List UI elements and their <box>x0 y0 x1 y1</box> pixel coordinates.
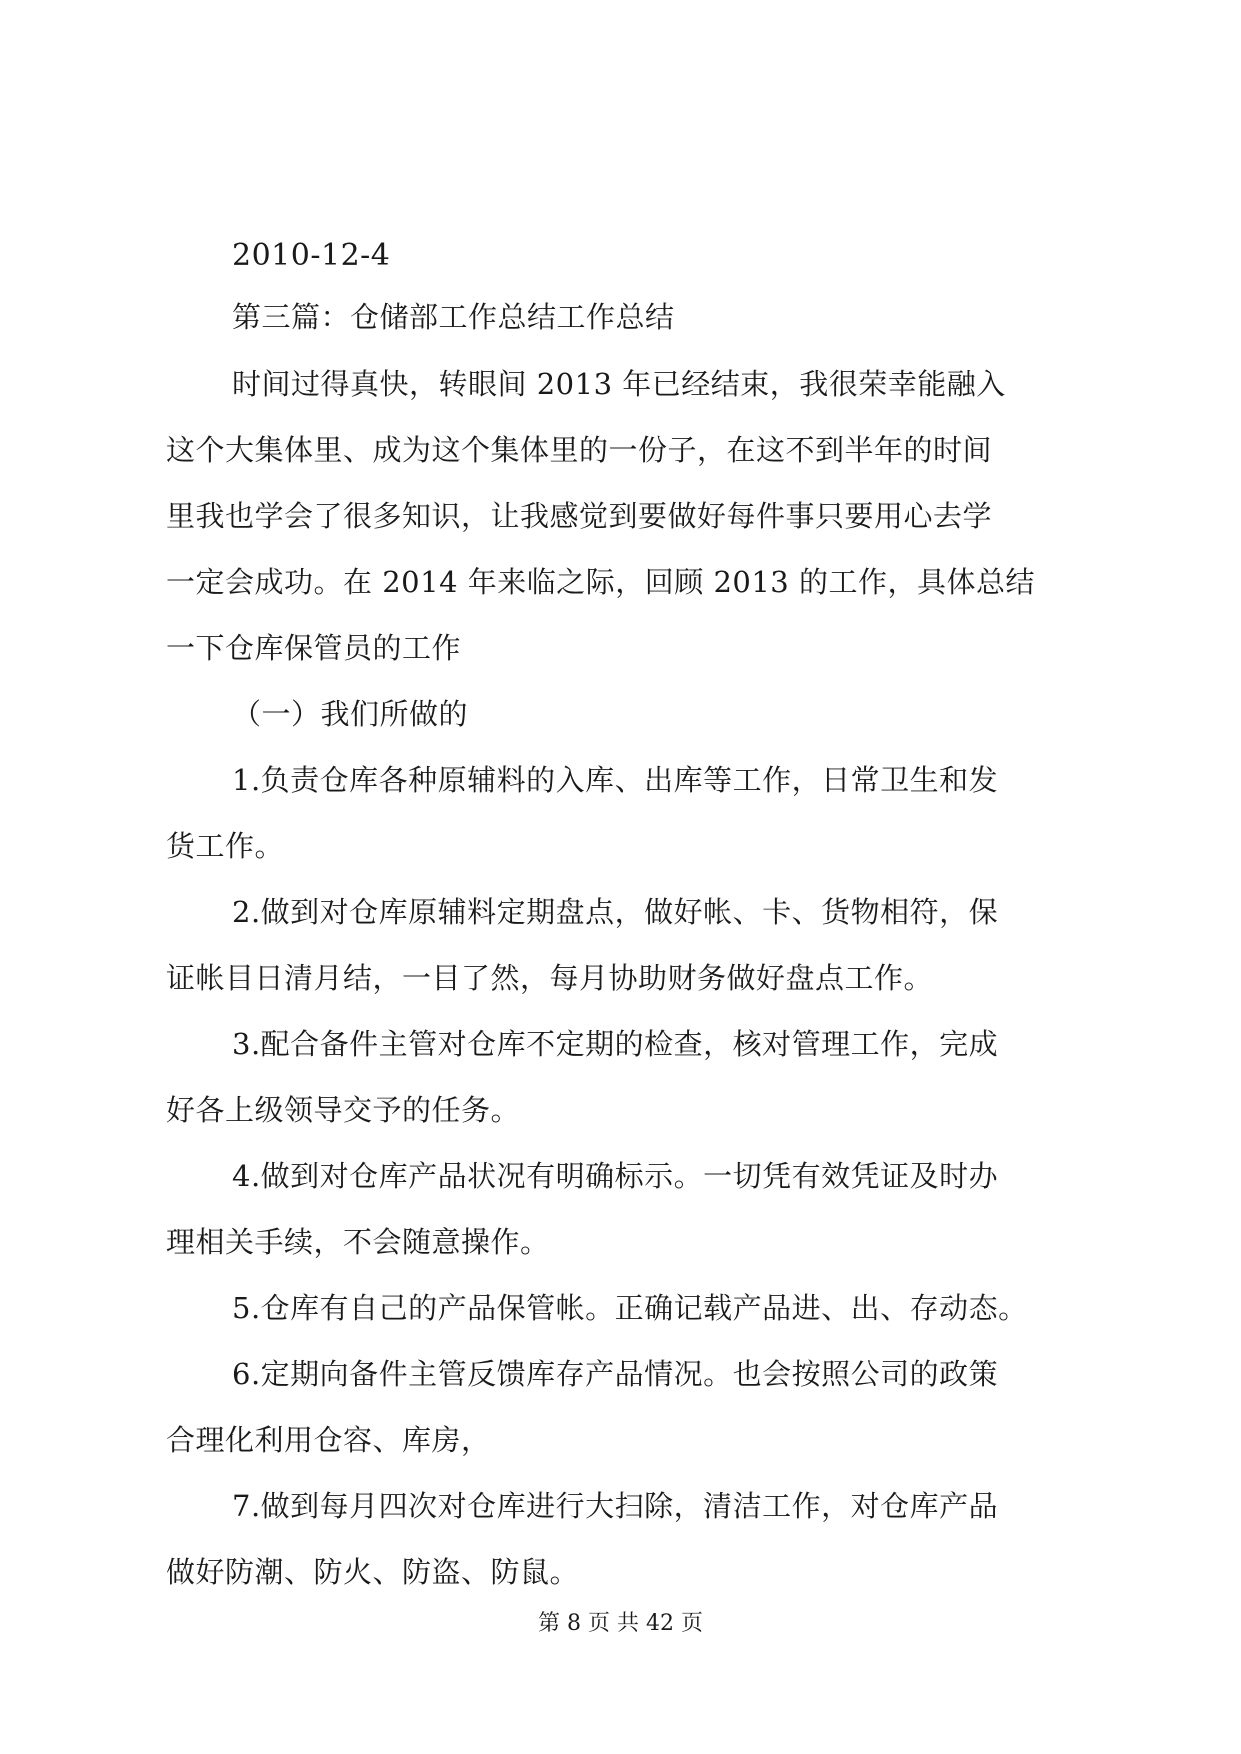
paragraph-line: 一下仓库保管员的工作 <box>166 631 462 665</box>
list-item-line: 5.仓库有自己的产品保管帐。正确记载产品进、出、存动态。 <box>232 1291 1028 1325</box>
list-item-line: 合理化利用仓容、库房， <box>166 1423 491 1457</box>
list-item-line: 证帐目日清月结，一目了然，每月协助财务做好盘点工作。 <box>166 961 934 995</box>
list-item-line: 1.负责仓库各种原辅料的入库、出库等工作，日常卫生和发 <box>232 763 999 797</box>
list-item-line: 货工作。 <box>166 829 285 863</box>
paragraph-line: 时间过得真快，转眼间 2013 年已经结束，我很荣幸能融入 <box>232 367 1006 401</box>
list-item-line: 理相关手续，不会随意操作。 <box>166 1225 550 1259</box>
list-item-line: 2.做到对仓库原辅料定期盘点，做好帐、卡、货物相符，保 <box>232 895 999 929</box>
list-item-line: 7.做到每月四次对仓库进行大扫除，清洁工作，对仓库产品 <box>232 1489 999 1523</box>
subsection-title: （一）我们所做的 <box>232 697 469 731</box>
paragraph-line: 这个大集体里、成为这个集体里的一份子，在这不到半年的时间 <box>166 433 993 467</box>
list-item-line: 6.定期向备件主管反馈库存产品情况。也会按照公司的政策 <box>232 1357 999 1391</box>
list-item-line: 4.做到对仓库产品状况有明确标示。一切凭有效凭证及时办 <box>232 1159 999 1193</box>
date-line: 2010-12-4 <box>232 238 391 273</box>
list-item-line: 做好防潮、防火、防盗、防鼠。 <box>166 1555 580 1589</box>
page-footer: 第 8 页 共 42 页 <box>538 1611 703 1636</box>
list-item-line: 3.配合备件主管对仓库不定期的检查，核对管理工作，完成 <box>232 1027 999 1061</box>
section-heading: 第三篇：仓储部工作总结工作总结 <box>232 300 675 334</box>
paragraph-line: 里我也学会了很多知识，让我感觉到要做好每件事只要用心去学 <box>166 499 993 533</box>
paragraph-line: 一定会成功。在 2014 年来临之际，回顾 2013 的工作，具体总结 <box>166 565 1035 599</box>
list-item-line: 好各上级领导交予的任务。 <box>166 1093 521 1127</box>
